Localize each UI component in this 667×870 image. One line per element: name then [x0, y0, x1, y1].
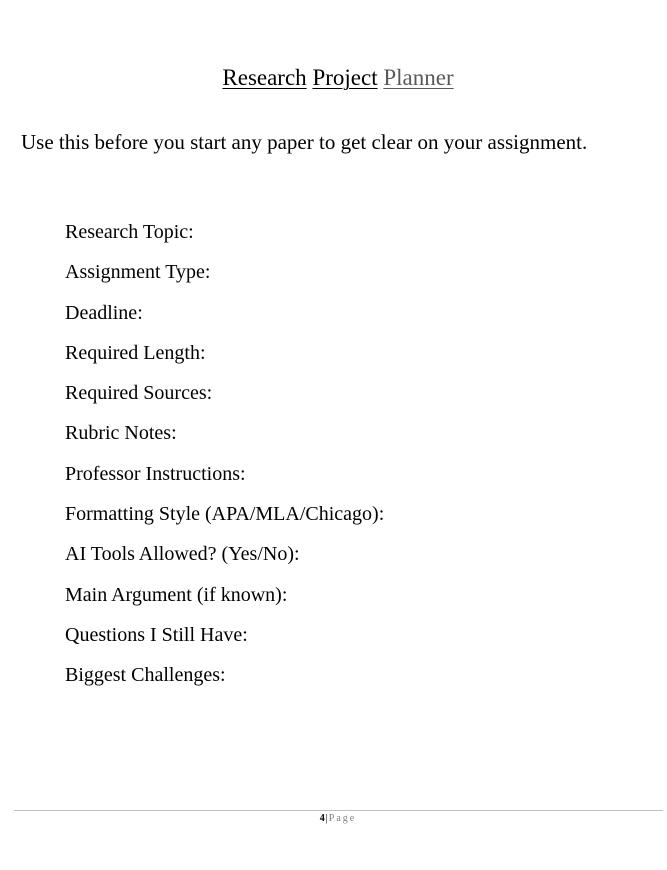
field-main-argument: Main Argument (if known): — [65, 583, 288, 606]
title-word-planner: Planner — [383, 65, 454, 90]
intro-text: Use this before you start any paper to get clear on your assignment. — [21, 130, 588, 154]
title-word-project: Project — [312, 65, 378, 90]
footer-divider — [14, 810, 663, 811]
field-research-topic: Research Topic: — [65, 221, 194, 243]
field-required-length: Required Length: — [65, 341, 206, 364]
title-word-research: Research — [222, 65, 307, 90]
field-ai-tools-allowed: AI Tools Allowed? (Yes/No): — [65, 543, 300, 566]
page-number: 4 — [319, 813, 325, 824]
field-required-sources: Required Sources: — [65, 382, 213, 405]
page-title — [0, 64, 667, 92]
page-label: Page — [328, 813, 357, 824]
field-list — [65, 219, 384, 703]
field-professor-instructions: Professor Instructions: — [65, 462, 246, 485]
page-separator: | — [325, 813, 328, 824]
field-questions: Questions I Still Have: — [65, 623, 248, 646]
field-deadline: Deadline: — [65, 301, 143, 324]
field-formatting-style: Formatting Style (APA/MLA/Chicago): — [65, 503, 385, 526]
page-footer — [0, 812, 667, 826]
field-biggest-challenges: Biggest Challenges: — [65, 664, 226, 687]
field-assignment-type: Assignment Type: — [65, 261, 211, 284]
field-rubric-notes: Rubric Notes: — [65, 422, 177, 445]
